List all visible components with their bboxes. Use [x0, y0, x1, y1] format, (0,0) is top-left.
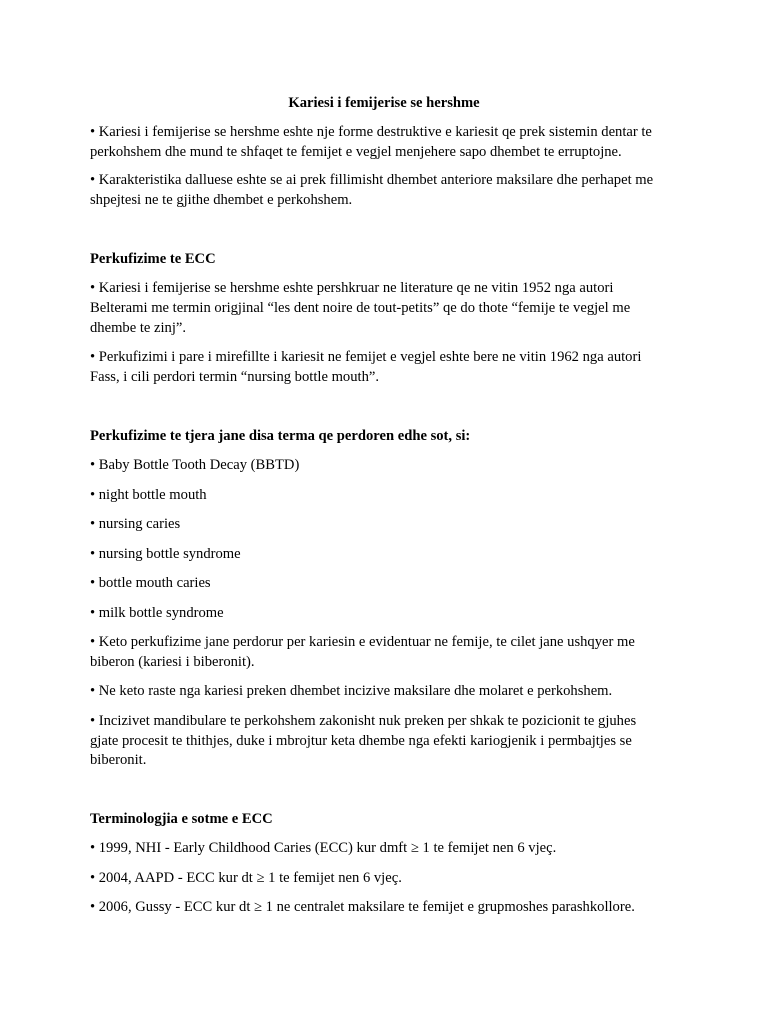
paragraph-line: • Ne keto raste nga kariesi preken dhembet incizive maksilare dhe molaret e perkohshem. — [90, 683, 613, 699]
list-item: • 2004, AAPD - ECC kur dt ≥ 1 te femijet nen 6 vjeç. — [90, 870, 402, 886]
paragraph-line: • Kariesi i femijerise se hershme eshte pershkruar ne literature qe ne vitin 1952 nga autori — [90, 280, 614, 296]
list-item: • nursing bottle syndrome — [90, 546, 241, 562]
intro-line: shpejtesi ne te gjithe dhembet e perkohshem. — [90, 192, 353, 208]
paragraph-line: dhembe te zinj”. — [90, 320, 187, 336]
document-title: Kariesi i femijerise se hershme — [288, 95, 480, 111]
intro-line: • Kariesi i femijerise se hershme eshte nje forme destruktive e kariesit qe prek sistemin dentar te — [90, 124, 652, 140]
section-heading-terminologjia: Terminologjia e sotme e ECC — [90, 811, 273, 827]
paragraph-line: • Perkufizimi i pare i mirefillte i kariesit ne femijet e vegjel eshte bere ne vitin 1962 nga autori — [90, 349, 642, 365]
paragraph-line: gjate procesit te thithjes, duke i mbrojtur keta dhembe nga efekti kariogjenik i permbajtjes se — [90, 733, 632, 749]
paragraph-line: biberonit. — [90, 752, 147, 768]
list-item: • milk bottle syndrome — [90, 605, 224, 621]
paragraph-line: • Keto perkufizime jane perdorur per kariesin e evidentuar ne femije, te cilet jane ushqyer me — [90, 634, 635, 650]
intro-line: • Karakteristika dalluese eshte se ai prek fillimisht dhembet anteriore maksilare dhe perhapet me — [90, 172, 654, 188]
paragraph-line: Belterami me termin origjinal “les dent noire de tout-petits” qe do thote “femije te vegjel me — [90, 300, 631, 316]
list-item: • nursing caries — [90, 516, 181, 532]
intro-line: perkohshem dhe mund te shfaqet te femijet e vegjel menjehere sapo dhembet te erruptojne. — [90, 144, 622, 160]
list-item: • 1999, NHI - Early Childhood Caries (ECC) kur dmft ≥ 1 te femijet nen 6 vjeç. — [90, 840, 557, 856]
paragraph-line: • Incizivet mandibulare te perkohshem zakonisht nuk preken per shkak te pozicionit te gjuhes — [90, 713, 637, 729]
section-heading-perkufizime-ecc: Perkufizime te ECC — [90, 251, 216, 267]
paragraph-line: biberon (kariesi i biberonit). — [90, 654, 255, 670]
list-item: • bottle mouth caries — [90, 575, 211, 591]
paragraph-line: Fass, i cili perdori termin “nursing bottle mouth”. — [90, 369, 379, 385]
section-heading-perkufizime-tjera: Perkufizime te tjera jane disa terma qe perdoren edhe sot, si: — [90, 428, 471, 444]
list-item: • 2006, Gussy - ECC kur dt ≥ 1 ne centralet maksilare te femijet e grupmoshes parashkollore. — [90, 899, 635, 915]
list-item: • Baby Bottle Tooth Decay (BBTD) — [90, 457, 300, 473]
list-item: • night bottle mouth — [90, 487, 207, 503]
